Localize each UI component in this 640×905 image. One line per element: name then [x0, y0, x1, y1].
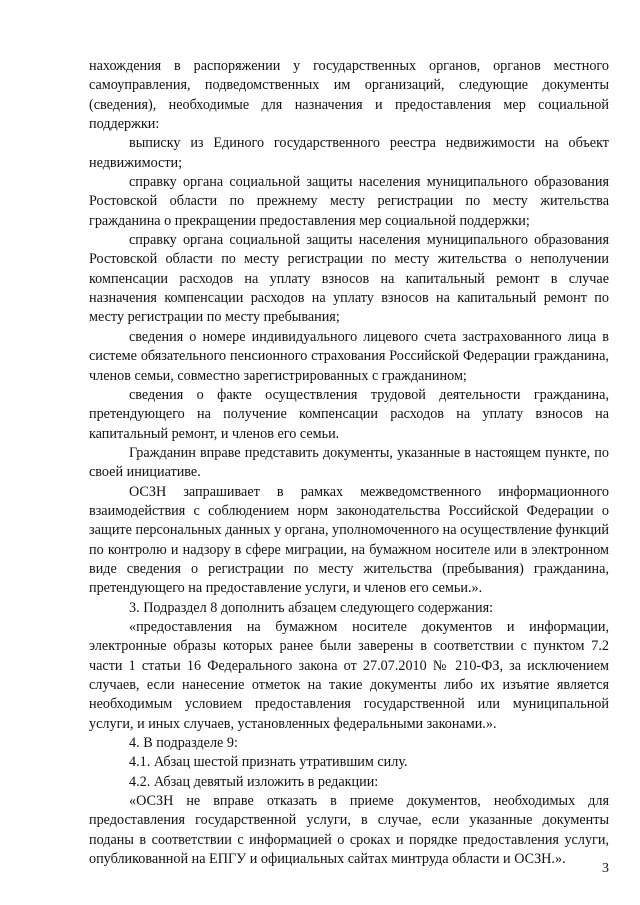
paragraph: «предоставления на бумажном носителе документов и информации, электронные образы которых ранее были заверены в соответствии с пунктом 7.2 части 1 статьи 16 Федерального закона от 27.07.2010 № 210-ФЗ, за исключением случаев, если нанесение отметок на такие документы либо их изъятие является необходимым условием предоставления государственной или муниципальной услуги, и иных случаев, установленных федеральными законами.».	[89, 618, 609, 732]
paragraph: выписку из Единого государственного реестра недвижимости на объект недвижимости;	[89, 135, 609, 171]
paragraph: 4. В подразделе 9:	[129, 735, 238, 752]
page-number: 3	[602, 861, 609, 876]
paragraph: 4.2. Абзац девятый изложить в редакции:	[129, 773, 379, 790]
paragraph: справку органа социальной защиты населения муниципального образования Ростовской области по прежнему месту регистрации по месту жительства гражданина о прекращении предоставления мер социальной поддержки;	[89, 174, 609, 229]
paragraph: сведения о номере индивидуального лицевого счета застрахованного лица в системе обязательного пенсионного страхования Российской Федерации гражданина, членов семьи, совместно зарегистрированных с гражданином;	[89, 328, 609, 384]
paragraph: сведения о факте осуществления трудовой деятельности гражданина, претендующего на получение компенсации расходов на уплату взносов на капитальный ремонт, и членов его семьи.	[89, 386, 609, 442]
document-page	[89, 57, 609, 869]
paragraph: ОСЗН запрашивает в рамках межведомственного информационного взаимодействия с соблюдением норм законодательства Российской Федерации о защите персональных данных у органа, уполномоченного на осуществление функций по контролю и надзору в сфере миграции, на бумажном носителе или в электронном виде сведения о регистрации по месту жительства (пребывания) гражданина, претендующего на предоставление услуги, и членов его семьи.».	[89, 483, 609, 597]
paragraph: «ОСЗН не вправе отказать в приеме документов, необходимых для предоставления государственной услуги, в случае, если указанные документы поданы в соответствии с информацией о сроках и порядке предоставления услуги, опубликованной на ЕПГУ и официальных сайтах минтруда области и ОСЗН.».	[89, 793, 609, 868]
paragraph: 3. Подраздел 8 дополнить абзацем следующего содержания:	[129, 599, 494, 616]
paragraph: Гражданин вправе представить документы, указанные в настоящем пункте, по своей инициативе.	[89, 444, 609, 481]
paragraph: 4.1. Абзац шестой признать утратившим силу.	[129, 754, 408, 771]
paragraph: справку органа социальной защиты населения муниципального образования Ростовской области по месту регистрации по месту жительства о неполучении компенсации расходов на уплату взносов на капитальный ремонт в случае назначения компенсации расходов на уплату взносов на капитальный ремонт по месту регистрации по месту пребывания;	[89, 232, 609, 326]
paragraph: нахождения в распоряжении у государственных органов, органов местного самоуправления, подведомственных им организаций, следующие документы (сведения), необходимые для назначения и предоставления мер социальной поддержки:	[89, 58, 609, 133]
